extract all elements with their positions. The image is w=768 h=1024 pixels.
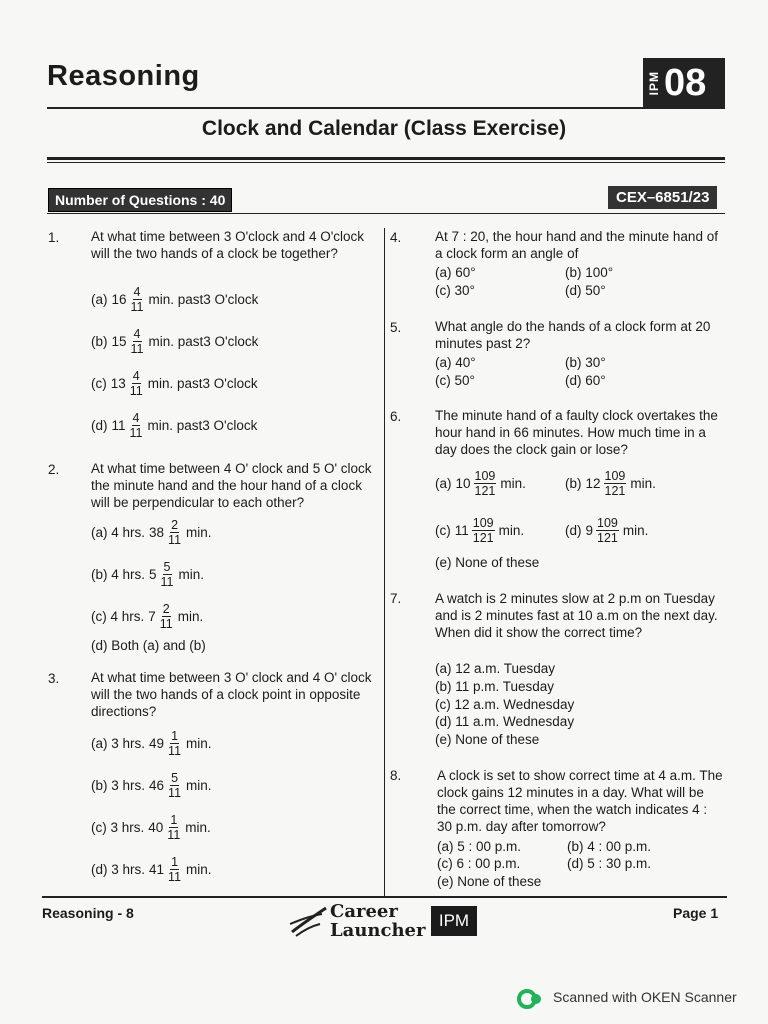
option-tail: min. — [185, 820, 211, 835]
option-tail: min. — [498, 523, 525, 538]
whole-number: 9 — [585, 523, 594, 538]
option-tail: min. past3 O'clock — [147, 376, 258, 391]
fraction — [167, 518, 182, 547]
option-tail: min. — [500, 476, 526, 491]
whole-number: 13 — [110, 376, 126, 391]
brand-line-2: Launcher — [330, 920, 426, 941]
option-label: (a) 4 hrs. — [91, 525, 146, 540]
option-b — [91, 771, 212, 800]
fraction — [159, 602, 174, 631]
denominator: 11 — [168, 533, 182, 547]
denominator: 11 — [130, 342, 144, 356]
option-tail: min. — [186, 778, 212, 793]
question-text: At what time between 3 O' clock and 4 O' clock will the two hands of a clock point in opposite directions? — [91, 670, 372, 719]
option-tail: min. — [177, 609, 204, 624]
numerator: 109 — [472, 516, 494, 530]
option-a: (a) 5 : 00 p.m. — [437, 839, 522, 854]
whole-number: 41 — [149, 862, 165, 877]
denominator: 121 — [604, 484, 626, 498]
option-d: (d) 11 a.m. Wednesday — [435, 714, 575, 729]
question-number: 2. — [48, 462, 60, 477]
brand-line-1: Career — [330, 901, 398, 922]
badge-number: 08 — [664, 61, 707, 104]
option-label: (a) — [91, 292, 108, 307]
option-tail: min. past3 O'clock — [147, 418, 258, 433]
whole-number: 11 — [111, 418, 126, 433]
fraction — [472, 516, 495, 545]
denominator: 121 — [597, 531, 618, 545]
option-a: (a) 40° — [435, 355, 476, 370]
question-number: 1. — [48, 230, 60, 245]
question-number: 8. — [390, 768, 402, 783]
option-label: (c) — [91, 376, 107, 391]
whole-number: 46 — [149, 778, 165, 793]
fraction — [604, 469, 627, 498]
denominator: 11 — [129, 384, 143, 398]
numerator: 4 — [133, 285, 141, 299]
option-d: (d) Both (a) and (b) — [91, 638, 206, 653]
option-tail: min. past3 O'clock — [148, 334, 259, 349]
denominator: 11 — [129, 426, 143, 440]
fraction — [130, 327, 145, 356]
question-text: The minute hand of a faulty clock overtakes the hour hand in 66 minutes. How much time in a day does the clock gain or lose? — [435, 408, 718, 457]
denominator: 11 — [167, 828, 181, 842]
fraction — [160, 560, 175, 589]
question-count-badge: Number of Questions : 40 — [48, 188, 232, 212]
question-text: At what time between 4 O' clock and 5 O' clock the minute hand and the hour hand of a clock will be perpendicular to each other? — [91, 461, 372, 510]
fraction — [166, 813, 181, 842]
question-text: At 7 : 20, the hour hand and the minute hand of a clock form an angle of — [435, 229, 718, 261]
option-e: (e) None of these — [437, 874, 542, 889]
chapter-badge — [643, 58, 725, 108]
option-c: (c) 50° — [435, 373, 475, 388]
option-tail: min. past3 O'clock — [148, 292, 259, 307]
fraction — [130, 285, 145, 314]
whole-number: 16 — [111, 292, 127, 307]
option-b: (b) 30° — [565, 355, 606, 370]
option-e: (e) None of these — [435, 555, 540, 570]
option-b: (b) 100° — [565, 265, 614, 280]
whole-number: 15 — [111, 334, 127, 349]
whole-number: 49 — [149, 736, 165, 751]
option-a: (a) 12 a.m. Tuesday — [435, 661, 556, 676]
option-label: (d) — [565, 523, 582, 538]
fraction — [129, 411, 144, 440]
footer-section-label: Reasoning - 8 — [42, 905, 134, 921]
question-number: 7. — [390, 591, 402, 606]
whole-number: 5 — [149, 567, 157, 582]
title-rule — [47, 157, 725, 160]
question-number: 6. — [390, 409, 402, 424]
option-tail: min. — [630, 476, 656, 491]
option-a — [91, 518, 212, 547]
option-label: (c) — [435, 523, 451, 538]
scanner-logo-icon — [517, 988, 543, 1015]
denominator: 11 — [159, 617, 173, 631]
fraction — [167, 771, 182, 800]
chapter-title: Clock and Calendar (Class Exercise) — [201, 117, 567, 140]
numerator: 5 — [163, 560, 171, 574]
numerator: 2 — [162, 602, 170, 616]
whole-number: 12 — [585, 476, 601, 491]
denominator: 11 — [168, 744, 182, 758]
option-c — [91, 813, 211, 842]
brand-swoosh-icon — [288, 904, 328, 943]
option-tail: min. — [186, 862, 212, 877]
option-b — [91, 327, 258, 356]
numerator: 4 — [132, 411, 140, 425]
fraction — [596, 516, 619, 545]
numerator: 109 — [604, 469, 626, 483]
numerator: 1 — [171, 729, 179, 743]
numerator: 109 — [597, 516, 618, 530]
option-label: (a) — [435, 476, 452, 491]
option-d: (d) 50° — [565, 283, 606, 298]
numerator: 109 — [474, 469, 496, 483]
whole-number: 38 — [149, 525, 165, 540]
option-c: (c) 12 a.m. Wednesday — [435, 697, 575, 712]
option-tail: min. — [186, 525, 212, 540]
question-text: A watch is 2 minutes slow at 2 p.m on Tuesday and is 2 minutes fast at 10 a.m on the next day. When did it show the correct time? — [435, 591, 718, 640]
denominator: 11 — [168, 786, 182, 800]
question-text: A clock is set to show correct time at 4 a.m. The clock gains 12 minutes in a day. What will be the correct time, when the watch indicates 4 : 30 p.m. day after tomorrow? — [437, 768, 723, 834]
option-c — [435, 516, 524, 545]
option-label: (d) 3 hrs. — [91, 862, 146, 877]
option-label: (a) 3 hrs. — [91, 736, 146, 751]
page-number: Page 1 — [673, 905, 719, 921]
denominator: 11 — [168, 870, 182, 884]
option-label: (b) 4 hrs. — [91, 567, 146, 582]
option-b: (b) 4 : 00 p.m. — [567, 839, 652, 854]
option-label: (c) 4 hrs. — [91, 609, 145, 624]
fraction — [129, 369, 144, 398]
denominator: 121 — [472, 531, 494, 545]
question-text: At what time between 3 O'clock and 4 O'clock will the two hands of a clock be together? — [91, 229, 365, 261]
question-number: 4. — [390, 230, 402, 245]
badge-label: IPM — [647, 70, 661, 96]
option-c: (c) 6 : 00 p.m. — [437, 856, 521, 871]
option-d: (d) 5 : 30 p.m. — [567, 856, 652, 871]
question-number: 3. — [48, 671, 60, 686]
option-label: (b) 3 hrs. — [91, 778, 146, 793]
fraction — [167, 855, 182, 884]
column-divider — [384, 228, 385, 896]
denominator: 11 — [130, 300, 144, 314]
title-rule-thin — [47, 162, 725, 163]
option-label: (b) — [91, 334, 108, 349]
fraction — [167, 729, 182, 758]
whole-number: 40 — [148, 820, 164, 835]
option-a — [91, 729, 212, 758]
footer-rule — [42, 896, 727, 898]
brand-ipm-box: IPM — [431, 906, 477, 936]
numerator: 5 — [171, 771, 179, 785]
denominator: 11 — [160, 575, 174, 589]
option-d — [565, 516, 648, 545]
numerator: 4 — [133, 327, 141, 341]
header-rule — [47, 107, 725, 109]
option-label: (d) — [91, 418, 108, 433]
option-d — [91, 411, 257, 440]
option-b: (b) 11 p.m. Tuesday — [435, 679, 555, 694]
numerator: 4 — [132, 369, 140, 383]
scanner-watermark: Scanned with OKEN Scanner — [553, 989, 737, 1005]
option-b — [565, 469, 656, 498]
option-e: (e) None of these — [435, 732, 540, 747]
numerator: 2 — [171, 518, 179, 532]
option-tail: min. — [178, 567, 205, 582]
numerator: 1 — [170, 813, 178, 827]
option-d — [91, 855, 212, 884]
whole-number: 11 — [454, 523, 469, 538]
whole-number: 10 — [455, 476, 471, 491]
numerator: 1 — [171, 855, 179, 869]
option-c: (c) 30° — [435, 283, 475, 298]
option-c — [91, 602, 203, 631]
question-text: What angle do the hands of a clock form at 20 minutes past 2? — [435, 319, 711, 351]
option-tail: min. — [186, 736, 212, 751]
option-c — [91, 369, 258, 398]
option-a — [91, 285, 258, 314]
fraction — [474, 469, 497, 498]
option-a — [435, 469, 526, 498]
section-rule — [47, 213, 725, 214]
option-tail: min. — [622, 523, 649, 538]
option-d: (d) 60° — [565, 373, 606, 388]
option-label: (c) 3 hrs. — [91, 820, 145, 835]
option-label: (b) — [565, 476, 582, 491]
question-number: 5. — [390, 320, 402, 335]
exercise-code-badge: CEX–6851/23 — [608, 186, 717, 209]
denominator: 121 — [474, 484, 496, 498]
subject-title: Reasoning — [47, 60, 200, 92]
whole-number: 7 — [148, 609, 156, 624]
brand-logo — [330, 902, 425, 940]
option-a: (a) 60° — [435, 265, 476, 280]
option-b — [91, 560, 204, 589]
